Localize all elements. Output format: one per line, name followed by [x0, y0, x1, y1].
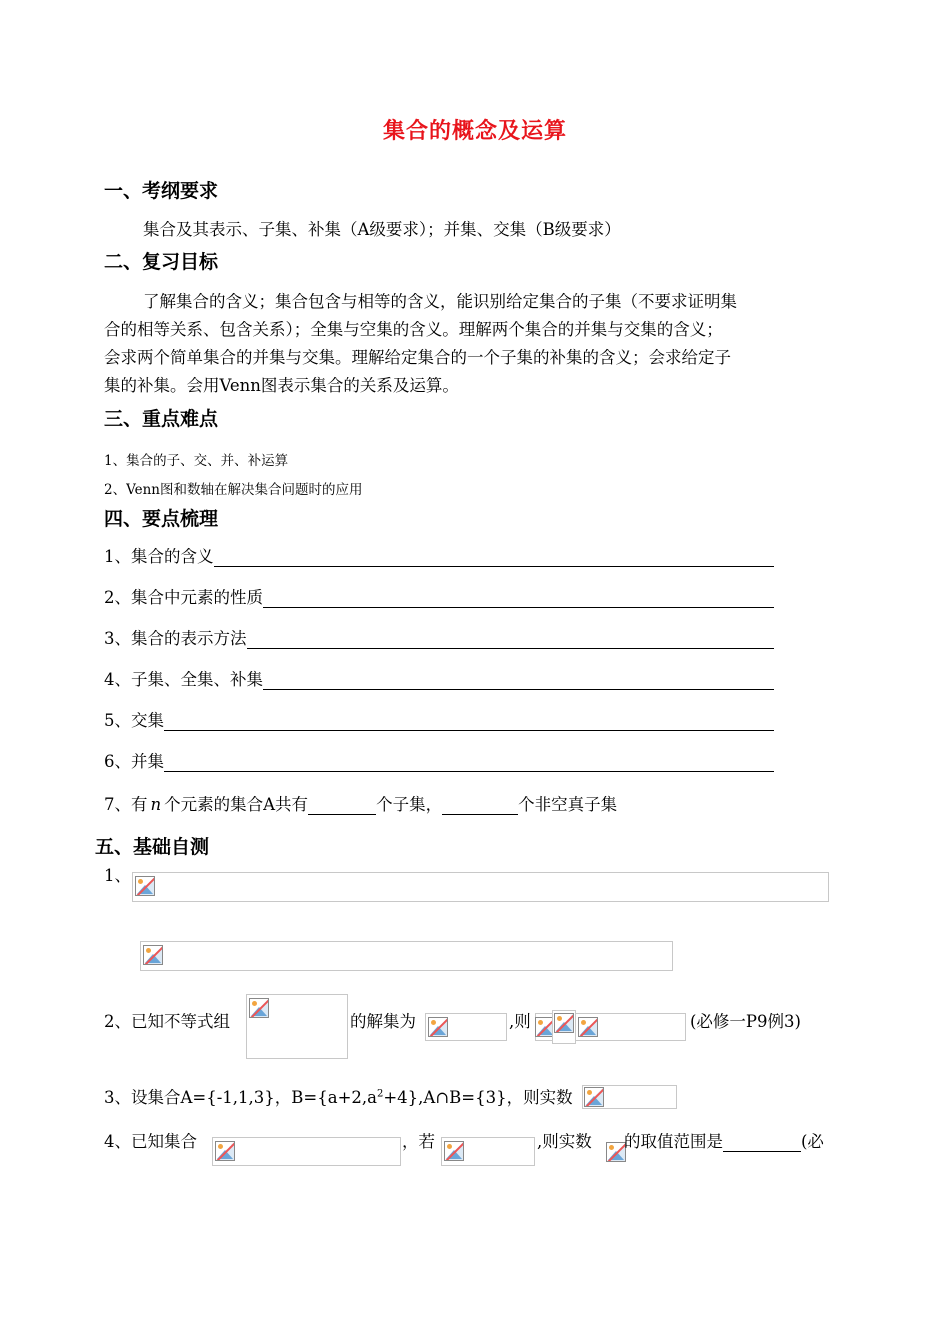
q3-prefix: 3、设集合A={-1,1,3}，B={a+2,a	[104, 1088, 377, 1107]
summary-row-6	[104, 747, 774, 775]
goals-line-3: 会求两个简单集合的并集与交集。理解给定集合的一个子集的补集的含义；会求给定子	[104, 348, 731, 367]
q1-image-placeholder-2	[140, 941, 673, 971]
q3-suffix: +4},A∩B={3}，则实数	[383, 1088, 573, 1107]
q4-then: ,则实数	[537, 1132, 592, 1151]
section-heading-syllabus: 一、考纲要求	[104, 180, 219, 202]
q2-note: (必修一P9例3)	[690, 1012, 801, 1031]
summary-label: 1、集合的含义	[104, 547, 214, 566]
broken-image-icon	[584, 1087, 604, 1107]
broken-image-icon	[444, 1141, 464, 1161]
q1-image-placeholder	[132, 872, 829, 902]
q2-inequality-image	[246, 994, 348, 1059]
q2-solution-image	[425, 1013, 507, 1041]
section-heading-key-points: 三、重点难点	[104, 408, 219, 430]
summary-label: 3、集合的表示方法	[104, 629, 247, 648]
summary-row-2	[104, 583, 774, 611]
q4-prefix: 4、已知集合	[104, 1132, 197, 1151]
proper-subset-count-blank[interactable]	[442, 796, 518, 815]
syllabus-body: 集合及其表示、子集、补集（A级要求）；并集、交集（B级要求）	[143, 220, 621, 239]
fill-line[interactable]	[164, 770, 774, 772]
fill-line[interactable]	[263, 688, 774, 690]
section-heading-summary: 四、要点梳理	[104, 508, 219, 530]
item7-mid2: 个子集，	[376, 795, 443, 814]
item7-end: 个非空真子集	[518, 795, 618, 814]
q2-var-image	[535, 1013, 553, 1041]
item7-prefix: 7、有	[104, 795, 148, 814]
broken-image-icon	[554, 1013, 574, 1033]
q4-var-image	[606, 1140, 624, 1162]
broken-image-icon	[578, 1017, 598, 1037]
summary-label: 6、并集	[104, 752, 164, 771]
goals-line-1: 了解集合的含义；集合包含与相等的含义，能识别给定集合的子集（不要求证明集	[143, 292, 737, 311]
q4-tail: (必	[801, 1132, 824, 1151]
key-point-2: 2、Venn图和数轴在解决集合问题时的应用	[104, 482, 363, 498]
section-heading-goals: 二、复习目标	[104, 251, 219, 273]
q2-then: ,则	[509, 1012, 531, 1031]
q4-answer-blank[interactable]	[723, 1133, 801, 1152]
q1-number: 1、	[104, 866, 131, 885]
subset-count-blank[interactable]	[308, 796, 376, 815]
section-heading-self-test: 五、基础自测	[95, 836, 210, 858]
broken-image-icon	[143, 945, 163, 965]
goals-line-4: 集的补集。会用Venn图表示集合的关系及运算。	[104, 376, 459, 395]
q3-answer-image	[582, 1085, 677, 1109]
goals-line-2: 合的相等关系、包含关系）；全集与空集的含义。理解两个集合的并集与交集的含义；	[104, 320, 723, 339]
summary-label: 5、交集	[104, 711, 164, 730]
q2-answer-image	[575, 1013, 686, 1041]
q3-text	[104, 1084, 573, 1108]
fill-line[interactable]	[263, 606, 774, 608]
fill-line[interactable]	[214, 565, 775, 567]
q4-if: ，若	[402, 1132, 435, 1151]
item7-mid1: 个元素的集合A共有	[164, 795, 309, 814]
q4-condition-image	[441, 1137, 535, 1166]
q4-set-image	[212, 1137, 401, 1166]
summary-row-1	[104, 542, 774, 570]
fill-line[interactable]	[247, 647, 775, 649]
item7-var: n	[150, 795, 162, 814]
q3-exponent: 2	[376, 1088, 384, 1100]
summary-label: 4、子集、全集、补集	[104, 670, 263, 689]
broken-image-icon	[135, 876, 155, 896]
broken-image-icon	[606, 1142, 626, 1162]
summary-row-3	[104, 624, 774, 652]
q2-op-image	[552, 1010, 576, 1044]
q4-range: 的取值范围是	[624, 1132, 723, 1151]
fill-line[interactable]	[164, 729, 774, 731]
q2-prefix: 2、已知不等式组	[104, 1012, 230, 1031]
summary-row-7	[104, 791, 617, 815]
summary-row-4	[104, 665, 774, 693]
q4-range-text	[624, 1128, 824, 1152]
key-point-1: 1、集合的子、交、并、补运算	[104, 453, 289, 469]
broken-image-icon	[249, 998, 269, 1018]
page-title: 集合的概念及运算	[382, 119, 567, 144]
broken-image-icon	[215, 1141, 235, 1161]
broken-image-icon	[428, 1017, 448, 1037]
summary-row-5	[104, 706, 774, 734]
summary-label: 2、集合中元素的性质	[104, 588, 263, 607]
q2-mid: 的解集为	[350, 1012, 416, 1031]
